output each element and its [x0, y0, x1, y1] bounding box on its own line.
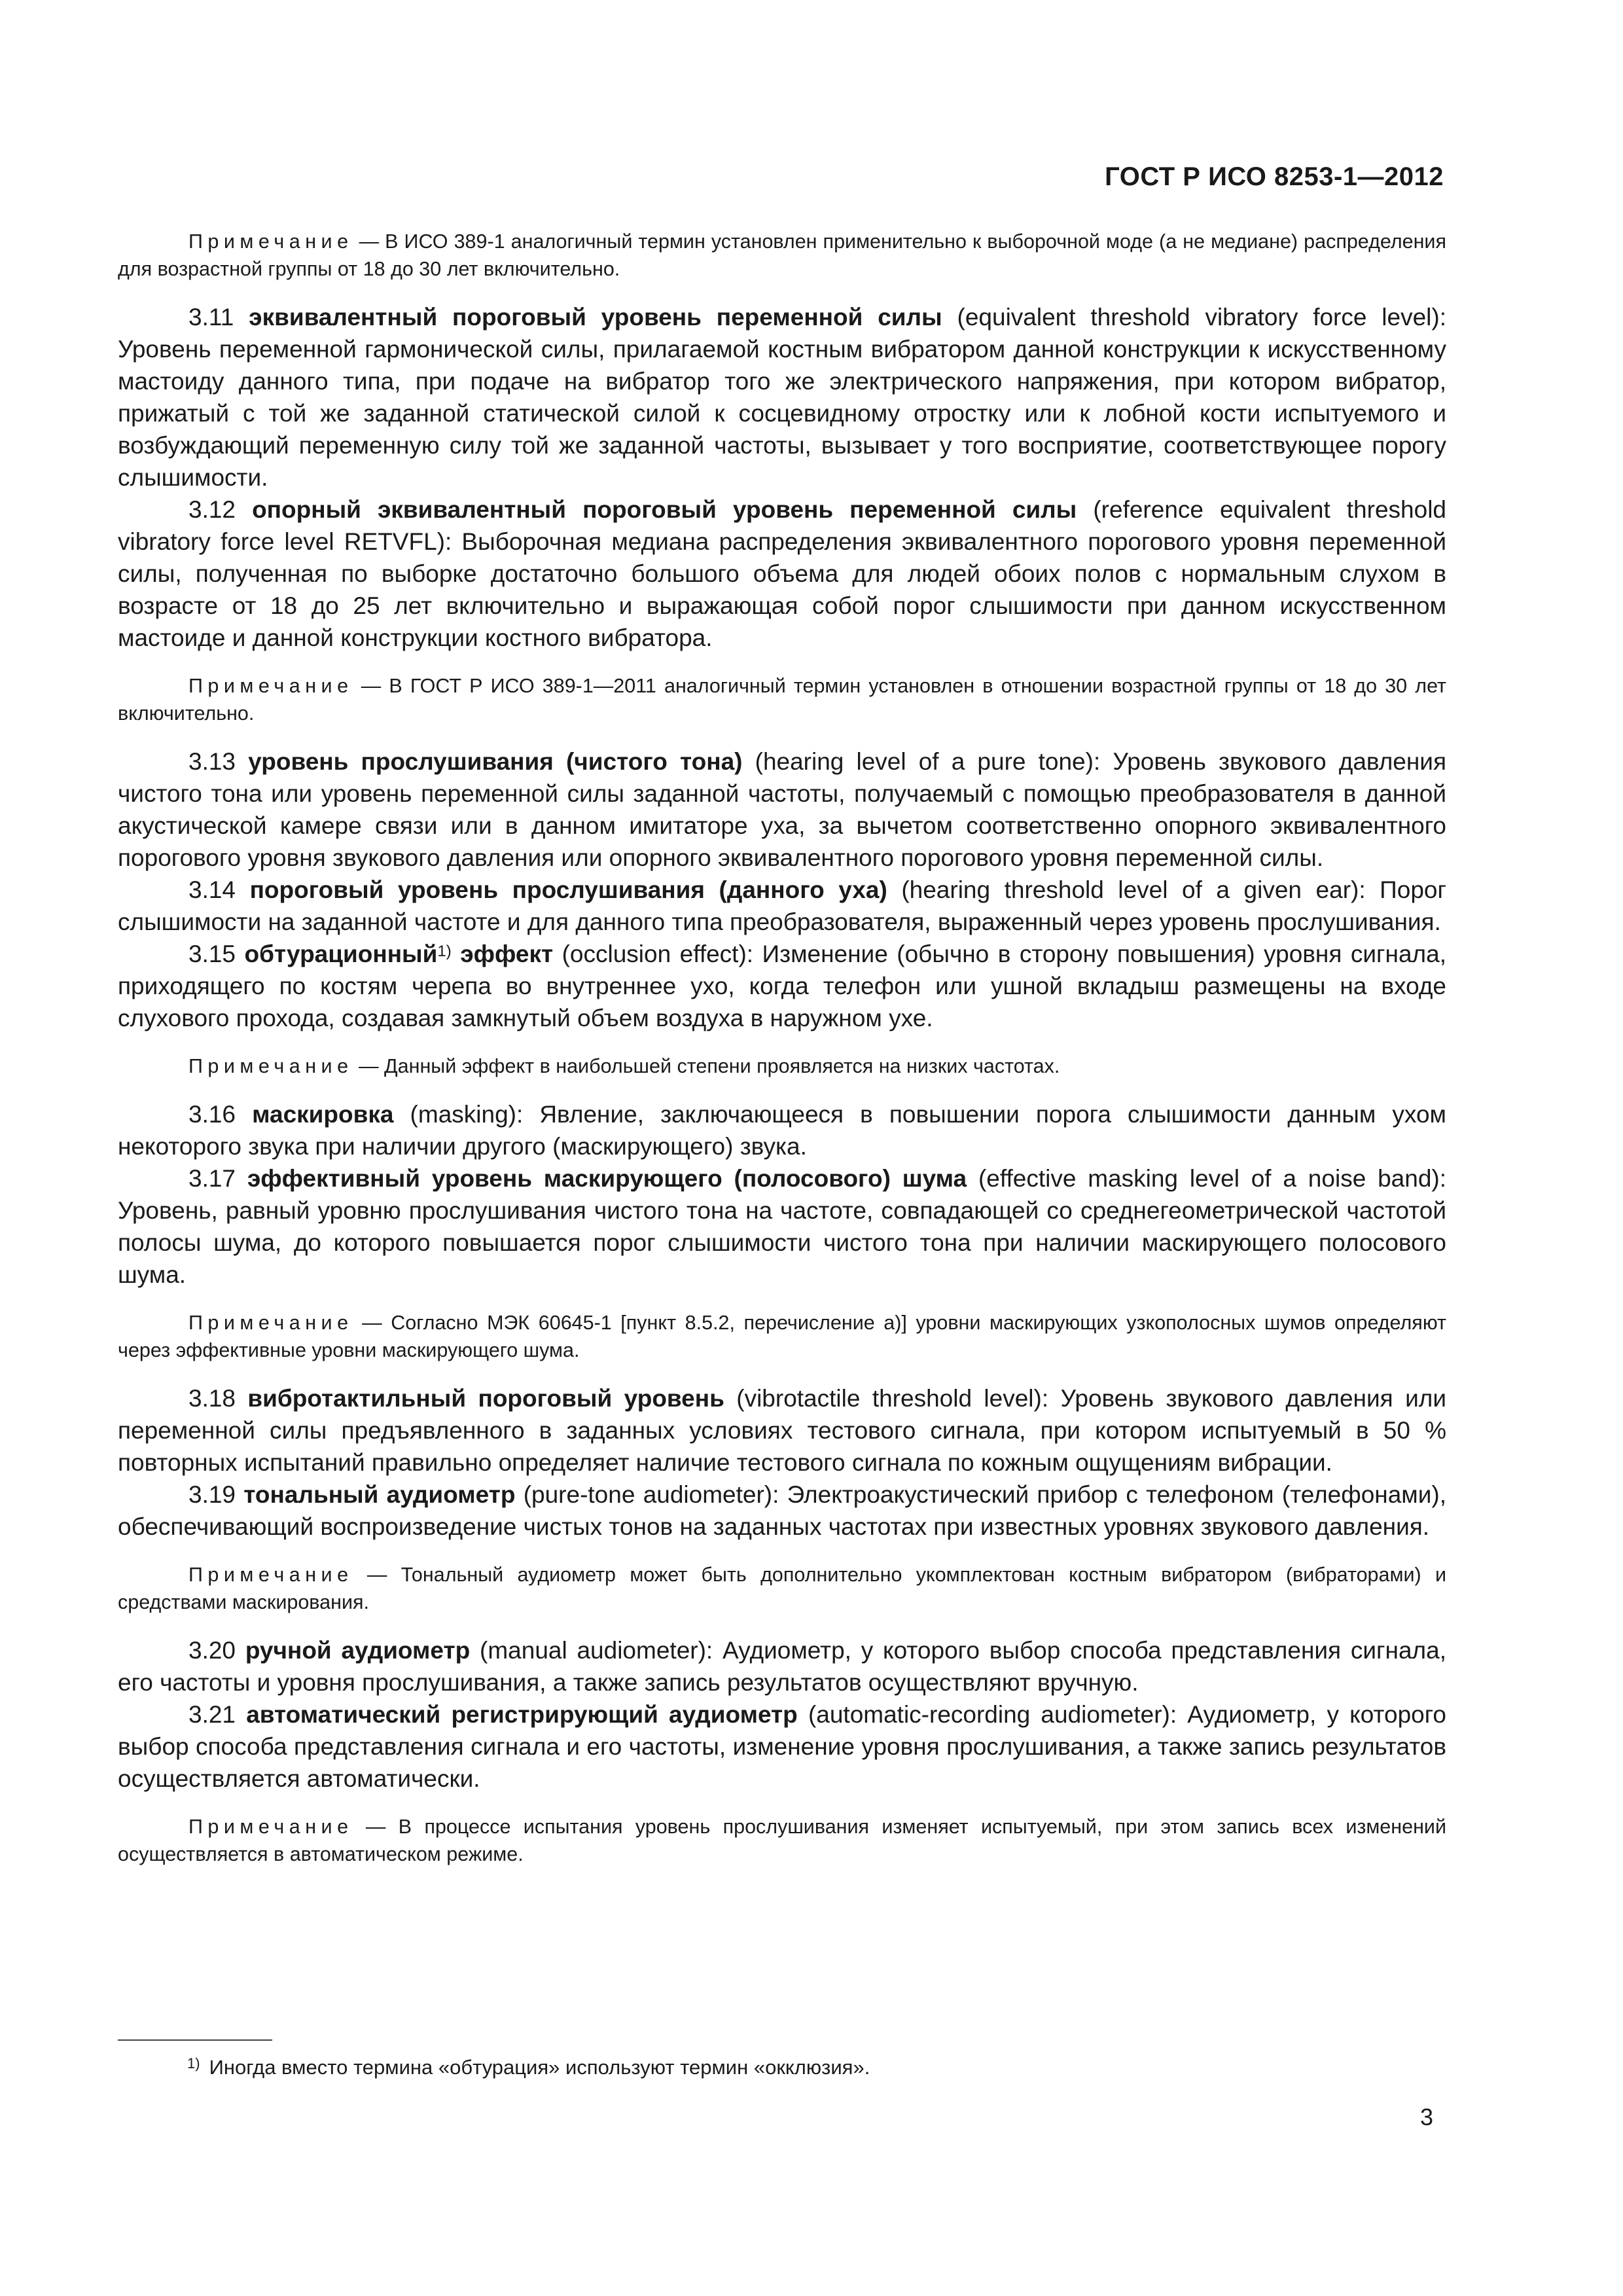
page-number: 3 — [1419, 2104, 1433, 2130]
term-definition: (effective masking level of a noise band): Уровень, равный уровню прослушивания чистого тона на частоте, совпадающей со среднегеометрической частотой полосы шума, до которого повышается порог слышимости чистого тона при наличии маскирующего полосового шума. — [118, 1165, 1446, 1288]
clause-number: 3.12 — [188, 496, 236, 523]
term-definition: (occlusion effect): Изменение (обычно в сторону повышения) уровня сигнала, приходящего по костям черепа во внутреннее ухо, когда телефон или ушной вкладыш размещены на входе слухового прохода, создавая замкнутый объем воздуха в наружном ухе. — [118, 941, 1446, 1031]
footnote — [187, 2054, 1431, 2081]
clause-number: 3.14 — [188, 876, 236, 903]
note-paragraph — [118, 672, 1446, 727]
clause-number: 3.17 — [188, 1165, 236, 1192]
term-definition: (hearing threshold level of a given ear): Порог слышимости на заданной частоте и для данного типа преобразователя, выраженный через уровень прослушивания. — [118, 876, 1446, 935]
term-3-18 — [118, 1382, 1446, 1479]
clause-number: 3.19 — [188, 1481, 236, 1508]
clause-number: 3.20 — [188, 1637, 236, 1664]
term-title: маскировка — [252, 1101, 394, 1128]
note-paragraph — [118, 1561, 1446, 1616]
term-3-11 — [118, 301, 1446, 493]
term-title: опорный эквивалентный пороговый уровень переменной силы — [252, 496, 1077, 523]
footnote-text: Иногда вместо термина «обтурация» используют термин «окклюзия». — [209, 2056, 870, 2079]
term-definition: (manual audiometer): Аудиометр, у которого выбор способа представления сигнала, его частоты и уровня прослушивания, а также запись результатов осуществляют вручную. — [118, 1637, 1446, 1696]
term-3-14 — [118, 874, 1446, 938]
term-definition: (automatic-recording audiometer): Аудиометр, у которого выбор способа представления сигнала и его частоты, изменение уровня прослушивания, а также запись результатов осуществляется автоматически. — [118, 1701, 1447, 1792]
note-text: — Тональный аудиометр может быть дополнительно укомплектован костным вибратором (вибраторами) и средствами маскирования. — [118, 1564, 1446, 1613]
note-text: — Согласно МЭК 60645-1 [пункт 8.5.2, перечисление а)] уровни маскирующих узкополосных шумов определяют через эффективные уровни маскирующего шума. — [118, 1312, 1446, 1361]
term-3-17 — [118, 1162, 1446, 1291]
clause-number: 3.15 — [188, 941, 236, 967]
clause-number: 3.16 — [188, 1101, 236, 1128]
standard-header: ГОСТ Р ИСО 8253-1—2012 — [1105, 162, 1444, 191]
clause-number: 3.11 — [188, 304, 234, 331]
term-3-21 — [118, 1698, 1446, 1795]
term-3-20 — [118, 1634, 1446, 1698]
note-label: Примечание — [188, 675, 353, 697]
term-definition: (pure-tone audiometer): Электроакустический прибор с телефоном (телефонами), обеспечивающий воспроизведение чистых тонов на заданных частотах при известных уровнях звукового давления. — [118, 1481, 1446, 1540]
term-definition: (vibrotactile threshold level): Уровень звукового давления или переменной силы предъявленного в заданных условиях тестового сигнала, при котором испытуемый в 50 % повторных испытаний правильно определяет наличие тестового сигнала по кожным ощущениям вибрации. — [118, 1385, 1447, 1476]
term-3-15 — [118, 938, 1446, 1034]
term-title: пороговый уровень прослушивания (данного уха) — [249, 876, 887, 903]
term-definition: (reference equivalent threshold vibratory force level RETVFL): Выборочная медиана распределения эквивалентного порогового уровня переменной силы, полученная по выборке достаточно большого объема для людей обоих полов с нормальным слухом в возрасте от 18 до 25 лет включительно и выражающая собой порог слышимости при данном искусственном мастоиде и данной конструкции костного вибратора. — [118, 496, 1446, 651]
term-title: эквивалентный пороговый уровень переменной силы — [249, 304, 942, 331]
note-paragraph — [118, 1052, 1446, 1080]
note-label: Примечание — [188, 1564, 353, 1586]
term-title-continued: эффект — [451, 941, 554, 967]
clause-number: 3.13 — [188, 748, 236, 775]
term-3-19 — [118, 1479, 1446, 1543]
term-title: эффективный уровень маскирующего (полосового) шума — [247, 1165, 967, 1192]
note-paragraph — [118, 228, 1446, 283]
clause-number: 3.21 — [188, 1701, 236, 1728]
term-title: обтурационный — [244, 941, 438, 967]
term-definition: (equivalent threshold vibratory force level): Уровень переменной гармонической силы, прилагаемой костным вибратором данной конструкции к искусственному мастоиду данного типа, при подаче на вибратор того же электрического напряжения, при котором вибратор, прижатый с той же заданной статической силой к сосцевидному отростку или к лобной кости испытуемого и возбуждающий переменную силу той же заданной частоты, вызывает у того восприятие, соответствующее порогу слышимости. — [118, 304, 1447, 491]
term-definition: (masking): Явление, заключающееся в повышении порога слышимости данным ухом некоторого звука при наличии другого (маскирующего) звука. — [118, 1101, 1446, 1160]
document-body — [118, 228, 1446, 1868]
term-title: уровень прослушивания (чистого тона) — [248, 748, 743, 775]
note-paragraph — [118, 1813, 1446, 1868]
term-3-16 — [118, 1098, 1446, 1162]
term-title: ручной аудиометр — [245, 1637, 471, 1664]
note-text: — В ИСО 389-1 аналогичный термин установлен применительно к выборочной моде (а не медиане) распределения для возрастной группы от 18 до 30 лет включительно. — [118, 230, 1446, 280]
note-text: — В процессе испытания уровень прослушивания изменяет испытуемый, при этом запись всех изменений осуществляется в автоматическом режиме. — [118, 1816, 1446, 1865]
term-3-13 — [118, 745, 1446, 874]
note-label: Примечание — [188, 1055, 353, 1077]
footnote-mark: 1) — [187, 2055, 200, 2072]
note-paragraph — [118, 1309, 1446, 1364]
footnote-separator — [118, 2039, 272, 2041]
term-title: вибротактильный пороговый уровень — [247, 1385, 724, 1412]
clause-number: 3.18 — [188, 1385, 236, 1412]
note-label: Примечание — [188, 1816, 353, 1838]
term-3-12 — [118, 493, 1446, 654]
note-label: Примечание — [188, 230, 353, 253]
term-definition: (hearing level of a pure tone): Уровень звукового давления чистого тона или уровень переменной силы заданной частоты, получаемый с помощью преобразователя в данной акустической камере связи или в данном имитаторе уха, за вычетом соответственно опорного эквивалентного порогового уровня звукового давления или опорного эквивалентного порогового уровня переменной силы. — [118, 748, 1447, 871]
footnote-reference[interactable]: 1) — [437, 942, 452, 960]
note-text: — В ГОСТ Р ИСО 389-1—2011 аналогичный термин установлен в отношении возрастной группы от 18 до 30 лет включительно. — [118, 675, 1446, 725]
note-label: Примечание — [188, 1312, 353, 1334]
note-text: — Данный эффект в наибольшей степени проявляется на низких частотах. — [353, 1055, 1060, 1077]
term-title: тональный аудиометр — [243, 1481, 516, 1508]
term-title: автоматический регистрирующий аудиометр — [246, 1701, 798, 1728]
